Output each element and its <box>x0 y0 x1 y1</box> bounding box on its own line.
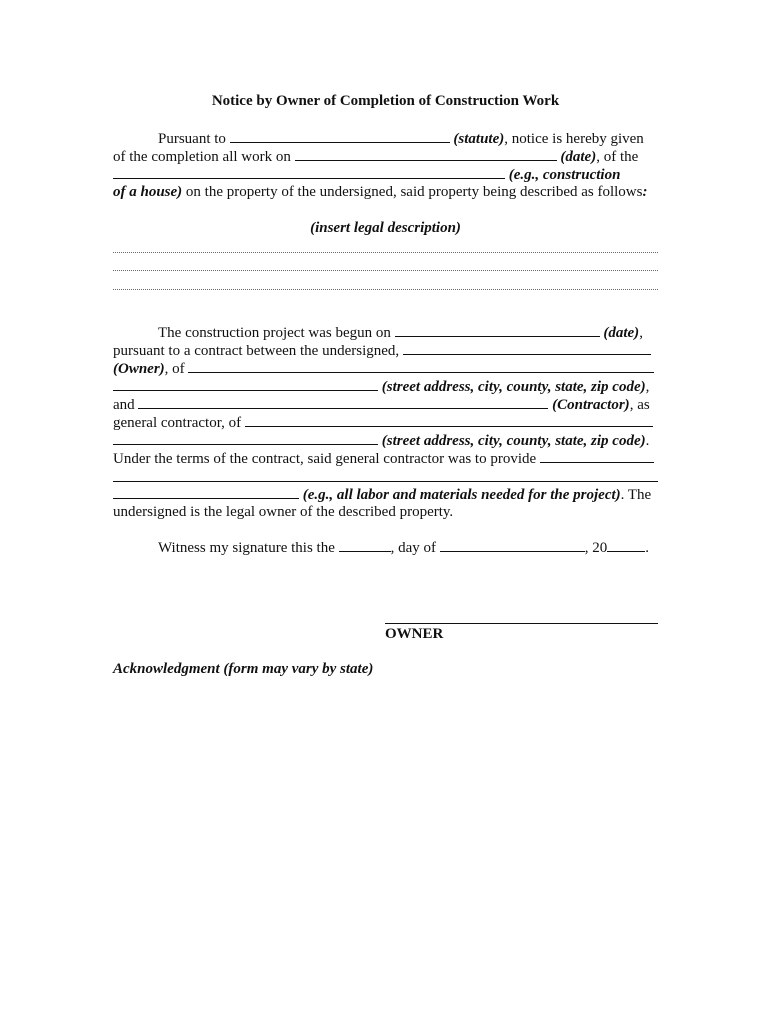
contractor-label: (Contractor) <box>552 397 630 413</box>
comma2: , <box>645 379 650 395</box>
legal-description-line-1[interactable] <box>113 252 658 253</box>
on-property-text: on the property of the undersigned, said property being described as follows <box>185 184 643 200</box>
legal-description-text: (insert legal description) <box>310 220 461 236</box>
pursuant-contract-text: pursuant to a contract between the undersigned, <box>113 343 400 359</box>
legal-description-line-3[interactable] <box>113 289 658 290</box>
contractor-address-blank-2[interactable] <box>113 431 378 445</box>
witness-text-2: , day of <box>390 540 437 556</box>
as-text: , as <box>629 397 650 413</box>
eg-labor-label: (e.g., all labor and materials needed for the project) <box>302 487 621 503</box>
p1-line3 <box>113 165 620 184</box>
of-text: , of <box>164 361 185 377</box>
legal-description-label <box>113 219 658 237</box>
begun-date-label: (date) <box>603 325 640 341</box>
date-label: (date) <box>560 149 597 165</box>
document-title: Notice by Owner of Completion of Construction Work <box>211 93 560 109</box>
acknowledgment-heading: Acknowledgment (form may vary by state) <box>113 661 374 677</box>
owner-address-blank-2[interactable] <box>113 377 378 391</box>
contractor-name-blank[interactable] <box>138 395 548 409</box>
provide-blank[interactable] <box>540 449 654 463</box>
legal-owner-text: undersigned is the legal owner of the described property. <box>113 504 454 520</box>
of-a-house-label: of a house) <box>113 184 183 200</box>
owner-caption: OWNER <box>385 626 444 642</box>
contractor-address-blank[interactable] <box>245 413 653 427</box>
p2-line4 <box>113 377 649 396</box>
p2-line1 <box>113 323 643 342</box>
witness-text-1: Witness my signature this the <box>158 540 335 556</box>
provide-blank-2[interactable] <box>113 485 299 499</box>
provide-blank-line[interactable] <box>113 481 658 482</box>
p2-line2 <box>113 341 651 360</box>
eg-construction-label: (e.g., construction <box>508 167 621 183</box>
completion-on-text: of the completion all work on <box>113 149 291 165</box>
owner-label: (Owner) <box>113 361 165 377</box>
general-contractor-of-text: general contractor, of <box>113 415 242 431</box>
witness-text-3: , 20 <box>584 540 608 556</box>
comma: , <box>639 325 643 341</box>
p2-line3 <box>113 359 654 378</box>
witness-year-blank[interactable] <box>607 538 645 552</box>
and-text: and <box>113 397 135 413</box>
p1-line1 <box>113 129 658 148</box>
p2-line8 <box>113 449 654 468</box>
p1-line2 <box>113 147 658 166</box>
pursuant-to-text: Pursuant to <box>158 131 226 147</box>
p2-line7 <box>113 431 649 450</box>
begun-date-blank[interactable] <box>395 323 600 337</box>
statute-blank[interactable] <box>230 129 450 143</box>
witness-month-blank[interactable] <box>440 538 585 552</box>
witness-line <box>113 538 649 557</box>
begun-on-text: The construction project was begun on <box>158 325 391 341</box>
p2-line5 <box>113 395 650 414</box>
under-terms-text: Under the terms of the contract, said general contractor was to provide <box>113 451 537 467</box>
of-the-text: , of the <box>596 149 639 165</box>
p2-line9 <box>113 485 651 504</box>
notice-given-text: , notice is hereby given <box>504 131 644 147</box>
p1-line4 <box>113 183 647 201</box>
owner-address-blank[interactable] <box>188 359 654 373</box>
statute-label: (statute) <box>453 131 505 147</box>
owner-name-blank[interactable] <box>403 341 651 355</box>
work-type-blank[interactable] <box>113 165 505 179</box>
completion-date-blank[interactable] <box>295 147 557 161</box>
period: . <box>645 433 650 449</box>
p2-line6 <box>113 413 653 432</box>
p2-line10 <box>113 503 453 521</box>
witness-day-blank[interactable] <box>339 538 391 552</box>
street-address-label-2: (street address, city, county, state, zip code) <box>381 433 646 449</box>
legal-description-line-2[interactable] <box>113 270 658 271</box>
witness-text-4: . <box>645 540 650 556</box>
colon: : <box>642 184 648 200</box>
the-text: . The <box>620 487 652 503</box>
owner-signature-line[interactable] <box>385 623 658 624</box>
street-address-label: (street address, city, county, state, zip code) <box>381 379 646 395</box>
